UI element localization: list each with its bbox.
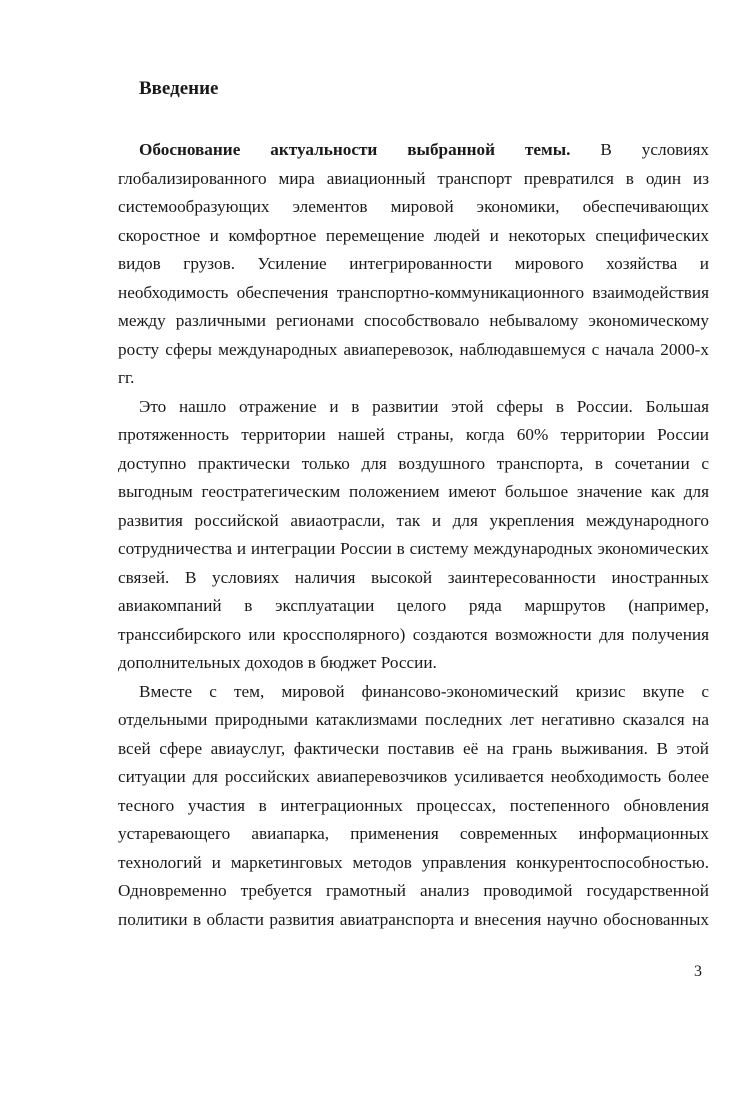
lead-heading-word: актуальности: [270, 140, 378, 159]
paragraph: [118, 393, 709, 678]
text-line: Вместе с тем, мировой финансово-экономический кризис вкупе с: [139, 681, 709, 701]
text-line: выгодным геостратегическим положением имеют большое значение как для: [118, 482, 709, 501]
text-line: протяженность территории нашей страны, когда 60% территории России: [118, 425, 709, 444]
text-line: между различными регионами способствовало небывалому экономическому: [118, 311, 709, 330]
text-line: необходимость обеспечения транспортно-коммуникационного взаимодействия: [118, 282, 709, 302]
text-line: глобализированного мира авиационный транспорт превратился в один из: [118, 168, 709, 188]
text-line: отдельными природными катаклизмами последних лет негативно сказался на: [118, 710, 709, 729]
paragraph: [118, 678, 709, 935]
paragraph: [118, 136, 709, 393]
text-line: устаревающего авиапарка, применения современных информационных: [118, 824, 709, 843]
text-line: политики в области развития авиатранспорта и внесения научно обоснованных: [118, 909, 709, 929]
text-line: тесного участия в интеграционных процессах, постепенного обновления: [118, 795, 709, 815]
section-title: Введение: [139, 78, 219, 99]
text-line: ситуации для российских авиаперевозчиков усиливается необходимость более: [118, 767, 709, 786]
text-line: росту сферы международных авиаперевозок, наблюдавшемуся с начала 2000-х: [118, 339, 709, 359]
document-body: [118, 136, 709, 934]
text-line: сотрудничества и интеграции России в систему международных экономических: [118, 539, 709, 558]
text-line: развития российской авиаотрасли, так и для укрепления международного: [118, 510, 709, 530]
text-line: системообразующих элементов мировой экономики, обеспечивающих: [118, 197, 709, 216]
text-line: Это нашло отражение и в развитии этой сферы в России. Большая: [139, 396, 709, 416]
text-line: Обоснование актуальности выбранной темы. В условиях: [139, 140, 709, 159]
lead-heading-word: темы.: [524, 140, 571, 159]
text-line: связей. В условиях наличия высокой заинтересованности иностранных: [118, 567, 709, 587]
lead-heading-word: выбранной: [407, 140, 496, 159]
text-line: скоростное и комфортное перемещение людей и некоторых специфических: [118, 225, 709, 245]
text-line: дополнительных доходов в бюджет России.: [118, 653, 437, 672]
text-line: гг.: [118, 368, 135, 387]
text-line: авиакомпаний в эксплуатации целого ряда маршрутов (например,: [118, 596, 709, 615]
page-number: 3: [694, 963, 702, 980]
text-line: транссибирского или кроссполярного) создаются возможности для получения: [118, 624, 709, 644]
lead-heading-word: Обоснование: [139, 140, 241, 159]
text-line: Одновременно требуется грамотный анализ проводимой государственной: [118, 881, 709, 900]
text-line: технологий и маркетинговых методов управления конкурентоспособностью.: [118, 852, 709, 872]
text-line: доступно практически только для воздушного транспорта, в сочетании с: [118, 453, 709, 473]
text-line: видов грузов. Усиление интегрированности мирового хозяйства и: [118, 254, 709, 273]
text-line: всей сфере авиауслуг, фактически поставив её на грань выживания. В этой: [118, 738, 709, 758]
